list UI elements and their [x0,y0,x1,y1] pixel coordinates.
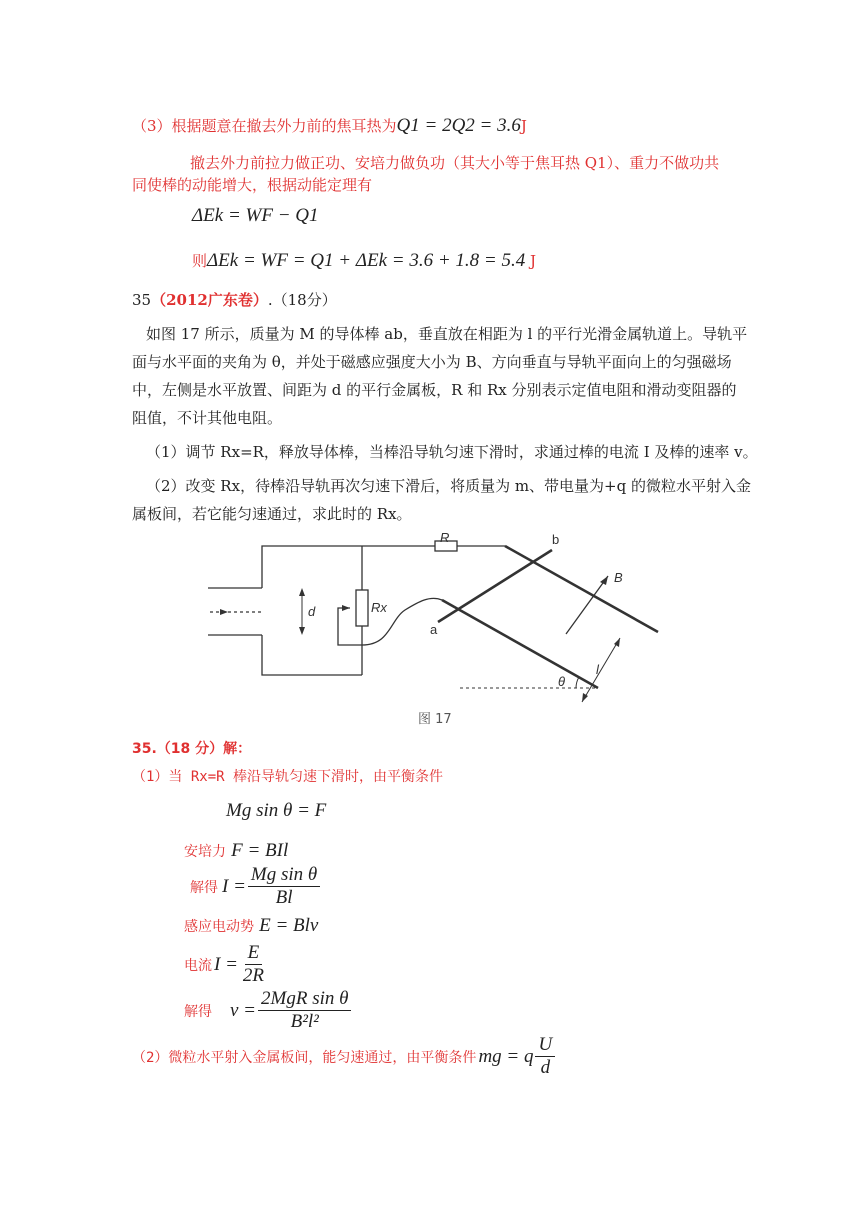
problem35-text-line1: 如图 17 所示，质量为 M 的导体棒 ab，垂直放在相距为 l 的平行光滑金属轨道上。导轨平 [146,325,748,343]
part3-line1 [132,115,527,137]
width-dimension [582,638,620,702]
eq-mg-den: d [540,1057,551,1078]
label-rx: Rx [371,600,387,615]
part3-eq2: ΔEk = WF = Q1 + ΔEk = 3.6 + 1.8 = 5.4 [207,250,526,271]
problem35-question2-line1: （2）改变 Rx，待棒沿导轨再次匀速下滑后，将质量为 m、带电量为+q 的微粒水平射入金 [146,477,751,495]
problem35-question2-line2: 属板间，若它能匀速通过，求此时的 Rx。 [132,505,412,523]
part3-line2: 撤去外力前拉力做正功、安培力做负功（其大小等于焦耳热 Q1）、重力不做功共 [190,154,720,172]
problem35-heading [132,289,337,311]
label-d: d [308,604,316,619]
eq-v-num: 2MgR sin θ [258,988,351,1011]
label-b-field: B [614,570,623,585]
problem35-source: （2012广东卷） [151,291,268,309]
problem35-question1: （1）调节 Rx=R，释放导体棒，当棒沿导轨匀速下滑时，求通过棒的电流 I 及棒的速率 v。 [146,443,758,461]
part3-eq2-prefix: 则 [192,252,208,270]
eq-i-den: Bl [275,887,293,908]
part3-line1-unit: J [520,117,527,135]
part3-line1-math: Q1 = 2Q2 = 3.6 [396,115,521,136]
angle-arc [576,677,579,688]
eq-i2-fraction [240,942,267,987]
solution-step2: （2）微粒水平射入金属板间，能匀速通过，由平衡条件 [132,1049,477,1066]
eq-mg-num: U [535,1034,555,1057]
part3-eq1: ΔEk = WF − Q1 [192,205,319,226]
slider-arrowhead [342,605,350,611]
bottom-wire-left [262,635,362,675]
b-arrowhead [600,576,608,585]
eq-i2-den: 2R [242,965,265,986]
figure-17 [190,530,680,730]
rail-lower [442,600,598,688]
emf-label: 感应电动势 [184,919,254,935]
label-a: a [430,622,438,637]
solution-step1: （1）当 Rx=R 棒沿导轨匀速下滑时，由平衡条件 [132,769,443,785]
rod-ab [438,550,552,622]
label-r: R [440,530,450,545]
part3-line3: 同使棒的动能增大，根据动能定理有 [132,176,373,194]
eq-i-fraction [248,864,320,909]
particle-arrowhead [220,609,228,615]
gap-arrow-top [299,588,305,596]
eq-i2-num: E [245,942,263,965]
label-b: b [552,532,560,547]
circuit-diagram [190,530,680,730]
solve-label: 解得 [190,879,218,896]
eq-i2-lhs: I = [214,953,238,975]
eq-mg-lhs: mg = q [478,1045,534,1067]
emf-row [184,915,318,937]
current-label: 电流 [184,957,212,974]
solve-i-row [190,864,322,909]
solution-header: 35.（18 分）解： [132,741,252,757]
part3-line1-prefix: （3）根据题意在撤去外力前的焦耳热为 [132,117,397,135]
eq-v-den: B²l² [290,1011,319,1032]
solve-v-row [184,988,353,1033]
part3-eq2-unit: J [530,252,537,270]
eq-v-fraction [258,988,351,1033]
eq-mg-fraction [535,1034,555,1079]
eq-i-num: Mg sin θ [248,864,320,887]
label-l: l [596,662,599,677]
ampere-row [184,840,288,862]
rail-upper [505,546,658,632]
problem35-number: 35 [132,291,152,309]
gap-arrow-bottom [299,627,305,635]
eq-balance: Mg sin θ = F [226,800,327,821]
step2-row [132,1034,557,1079]
problem35-text-line3: 中，左侧是水平放置、间距为 d 的平行金属板，R 和 Rx 分别表示定值电阻和滑动变阻器的 [132,381,737,399]
eq-emf: E = Blv [259,915,319,936]
ampere-label: 安培力 [184,844,226,860]
eq-i-lhs: I = [222,875,246,897]
part3-eq2-row [192,250,536,272]
problem35-text-line4: 阻值，不计其他电阻。 [132,409,283,427]
problem35-text-line2: 面与水平面的夹角为 θ，并处于磁感应强度大小为 B、方向垂直与导轨平面向上的匀强磁场 [132,353,732,371]
figure-caption: 图 17 [418,712,452,727]
rx-resistor [356,590,368,626]
solve2-label: 解得 [184,1003,212,1020]
problem35-points: .（18分） [267,291,337,309]
label-theta: θ [558,674,566,689]
eq-ampere: F = BIl [231,840,289,861]
eq-v-lhs: v = [230,999,257,1021]
current-row [184,942,269,987]
top-wire-left [262,546,435,588]
